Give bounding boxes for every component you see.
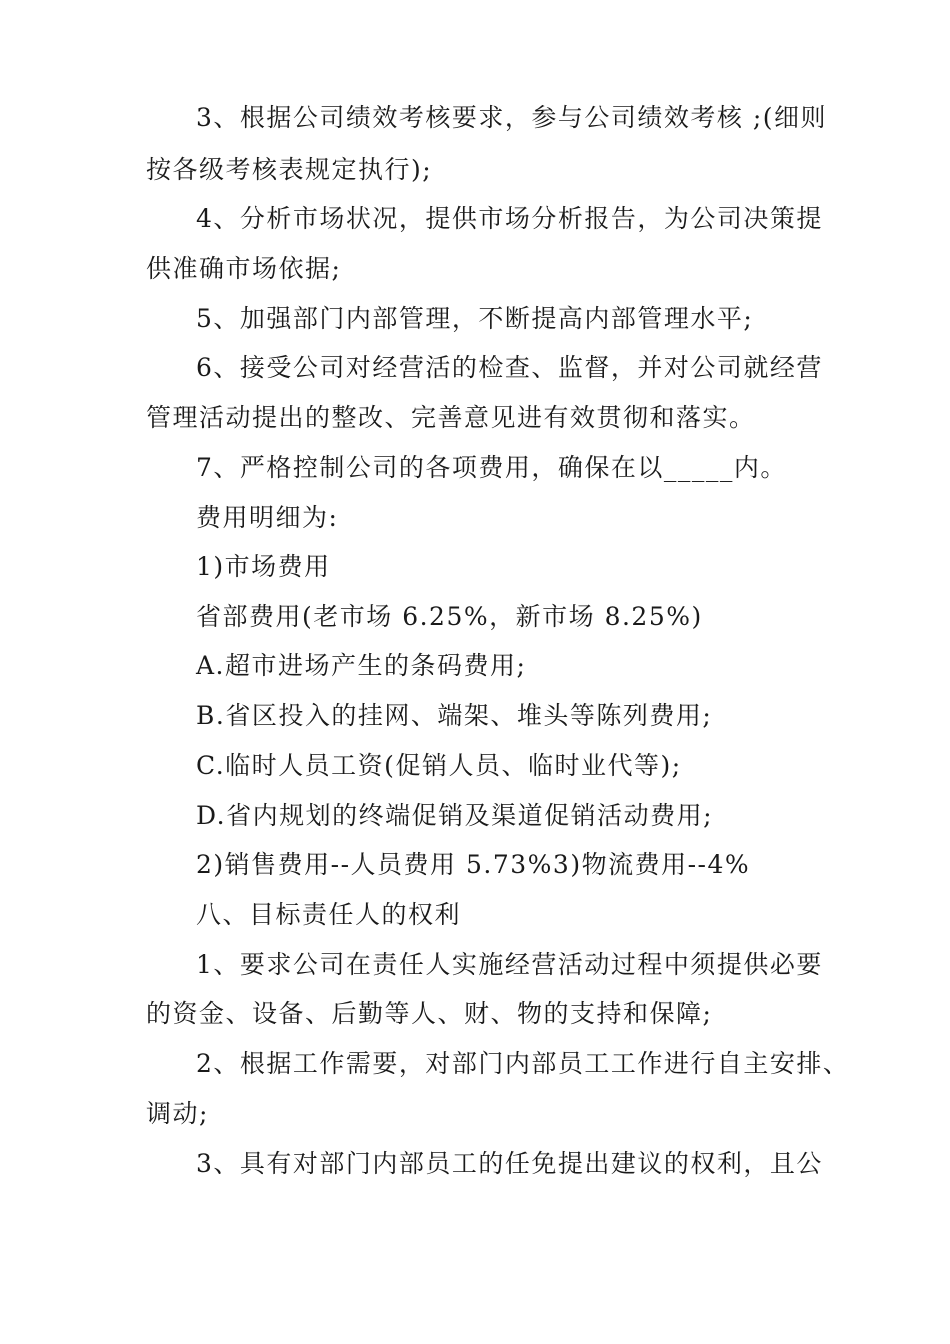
paragraph-line: 2、根据工作需要，对部门内部员工工作进行自主安排、 (196, 1049, 850, 1078)
paragraph-line: A.超市进场产生的条码费用; (196, 651, 527, 680)
paragraph-line: 省部费用(老市场 6.25%，新市场 8.25%) (196, 602, 703, 631)
paragraph-line: 3、根据公司绩效考核要求，参与公司绩效考核 ;(细则 (196, 103, 828, 132)
paragraph-line: 的资金、设备、后勤等人、财、物的支持和保障; (146, 999, 713, 1028)
paragraph-line: 5、加强部门内部管理，不断提高内部管理水平; (196, 304, 754, 333)
paragraph-line: D.省内规划的终端促销及渠道促销活动费用; (196, 801, 714, 830)
paragraph-line: B.省区投入的挂网、端架、堆头等陈列费用; (196, 701, 713, 730)
paragraph-line: 4、分析市场状况，提供市场分析报告，为公司决策提 (196, 204, 823, 233)
paragraph-line: 2)销售费用--人员费用 5.73%3)物流费用--4% (196, 850, 751, 879)
section-heading: 八、目标责任人的权利 (196, 900, 462, 929)
paragraph-line: C.临时人员工资(促销人员、临时业代等); (196, 751, 682, 780)
paragraph-line: 7、严格控制公司的各项费用，确保在以_____内。 (196, 453, 787, 482)
paragraph-line: 管理活动提出的整改、完善意见进有效贯彻和落实。 (146, 403, 756, 432)
paragraph-line: 调动; (146, 1099, 209, 1128)
paragraph-line: 6、接受公司对经营活的检查、监督，并对公司就经营 (196, 353, 823, 382)
paragraph-line: 费用明细为: (196, 503, 339, 532)
paragraph-line: 3、具有对部门内部员工的任免提出建议的权利，且公 (196, 1149, 823, 1178)
paragraph-line: 1、要求公司在责任人实施经营活动过程中须提供必要 (196, 950, 823, 979)
paragraph-line: 按各级考核表规定执行); (146, 155, 433, 184)
paragraph-line: 1)市场费用 (196, 552, 331, 581)
paragraph-line: 供准确市场依据; (146, 254, 342, 283)
